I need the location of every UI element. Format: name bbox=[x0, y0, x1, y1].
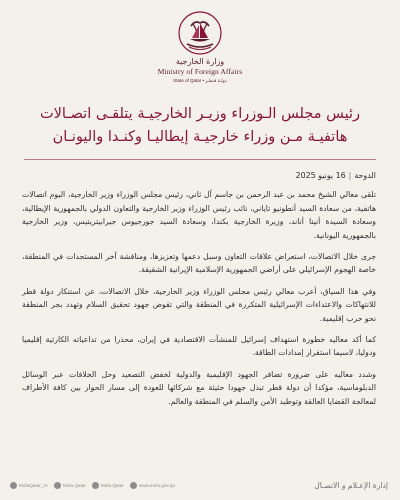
paragraph: جرى خلال الاتصالات، استعراض علاقات التعاون وسبل دعمها وتعزيزها، ومناقشة آخر المستجدات في المنطقة، خاصة الهجوم الإسرائيلي على أراضي الجمهورية الإسلامية الإيرانية الشقيقة. bbox=[22, 252, 376, 275]
ministry-name-english: Ministry of Foreign Affairs bbox=[157, 67, 243, 76]
qatar-emblem-icon bbox=[177, 10, 223, 56]
ministry-name-arabic: وزارة الخارجية bbox=[175, 57, 225, 66]
footer bbox=[10, 476, 388, 494]
article-body bbox=[22, 169, 376, 416]
dateline-city: الدوحة bbox=[354, 171, 376, 180]
social-link-instagram[interactable] bbox=[54, 482, 86, 489]
paragraph: تلقى معالي الشيخ محمد بن عبد الرحمن بن جاسم آل ثاني، رئيس مجلس الوزراء وزير الخارجية، اليوم اتصالات هاتفية، من سعادة السيد أنطونيو تاياني، نائب رئيس الوزراء وزير الخارجية والتعاون الدولي بالجمهورية الإيطالية، وسعادة السيدة أنيتا أناند، وزيرة الخارجية بكندا، وسعادة السيد جورجيوس جيرابيتريتيس، وزير الخارجية بالجمهورية اليونانية. bbox=[22, 190, 376, 240]
social-handle: Mofa.Qatar bbox=[100, 482, 124, 488]
facebook-icon bbox=[92, 482, 99, 489]
state-line: State of Qatar • دولـة قـطـر bbox=[173, 78, 227, 83]
headline-line-1: رئيس مجلس الـوزراء وزيـر الخارجيـة يتلقـى اتصـالات bbox=[40, 106, 360, 122]
social-links bbox=[10, 482, 175, 489]
paragraph: كما أكد معاليه خطورة استهداف إسرائيل للمنشآت الاقتصادية في إيران، محذرا من تداعياته الكارثية إقليميا ودوليا، لاسيما استقرار إمدادات الطاقة. bbox=[22, 335, 376, 358]
headline-divider bbox=[24, 159, 376, 160]
paragraph: وشدد معاليه على ضرورة تضافر الجهود الإقليمية والدولية لخفض التصعيد وحل الخلافات عبر الوسائل الدبلوماسية، مؤكدا أن دولة قطر تبذل جهودا حثيثة مع شركائها للعودة إلى مسار الحوار بين كافة الأطراف لمعالجة القضايا العالقة وتوطيد الأمن والسلم في المنطقة والعالم. bbox=[22, 369, 376, 406]
headline-line-2: هاتفيـة مـن وزراء خارجيـة إيطاليـا وكنـدا واليونـان bbox=[52, 129, 348, 145]
globe-icon bbox=[130, 482, 137, 489]
dateline-separator: | bbox=[348, 171, 352, 180]
dateline bbox=[22, 169, 376, 182]
headline bbox=[28, 103, 372, 149]
paragraph: وفي هذا السياق، أعرب معالي رئيس مجلس الوزراء وزير الخارجية، خلال الاتصالات، عن استنكار دولة قطر للانتهاكات والاعتداءات الإسرائيلية المتكررة في المنطقة والتي تقوض جهود تحقيق السلام وتهدد بجر المنطقة نحو حرب إقليمية. bbox=[22, 286, 376, 323]
x-icon bbox=[10, 482, 17, 489]
instagram-icon bbox=[54, 482, 61, 489]
website-url: www.mofa.gov.qa bbox=[138, 482, 175, 488]
social-link-website[interactable] bbox=[130, 482, 175, 489]
social-handle: MofaQatar_Ar bbox=[19, 482, 48, 488]
ministry-logo bbox=[0, 10, 400, 84]
social-handle: Mofa.Qatar bbox=[62, 482, 86, 488]
dateline-date: 16 يونيو 2025 bbox=[295, 171, 346, 180]
social-link-x[interactable] bbox=[10, 482, 48, 489]
social-link-facebook[interactable] bbox=[92, 482, 124, 489]
department-name: إدارة الإعـلام و الاتصـال bbox=[314, 480, 388, 490]
